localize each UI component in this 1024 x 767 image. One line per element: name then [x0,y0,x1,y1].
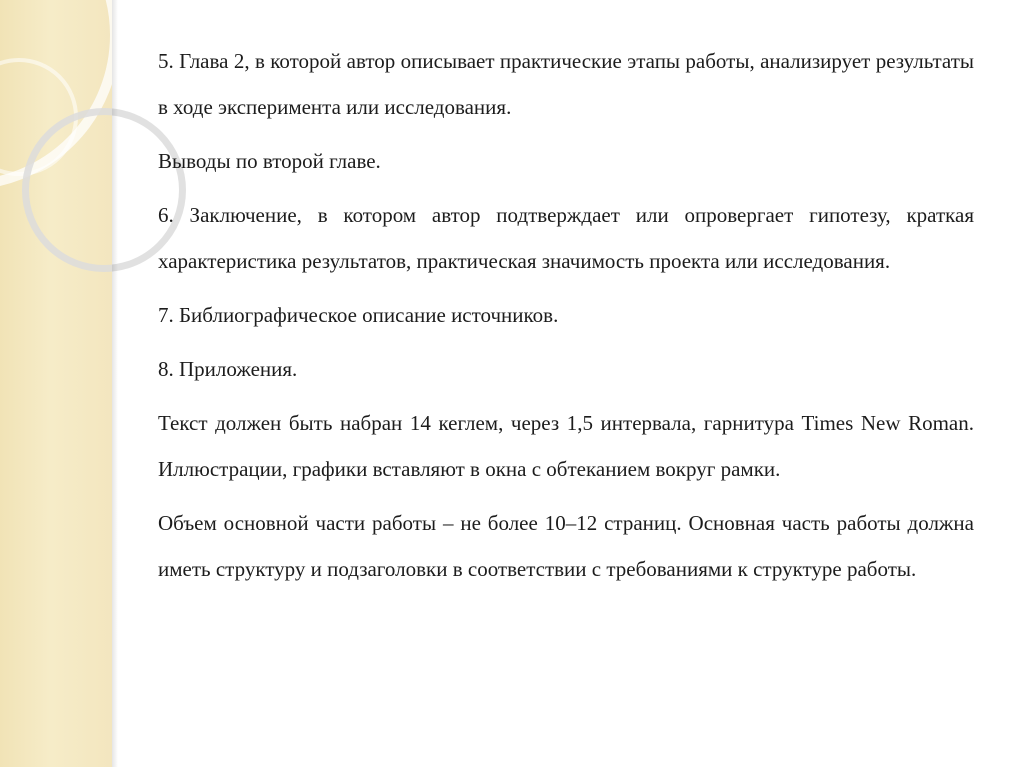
paragraph-bibliography: 7. Библиографическое описание источников. [158,303,559,327]
band-shadow-edge [112,0,118,767]
paragraph-volume: Объем основной части работы – не более 10–12 страниц. Основная часть работы должна иметь структуру и подзаголовки в соответствии с требованиями к структуре работы. [158,511,974,581]
paragraph-chapter-2: 5. Глава 2, в которой автор описывает практические этапы работы, анализирует результаты в ходе эксперимента или исследования. [158,49,974,119]
paragraph-formatting: Текст должен быть набран 14 кеглем, через 1,5 интервала, гарнитура Times New Roman. Иллюстрации, графики вставляют в окна с обтеканием вокруг рамки. [158,411,974,481]
paragraph-chapter-2-conclusions: Выводы по второй главе. [158,149,381,173]
paragraph-conclusion: 6. Заключение, в котором автор подтверждает или опровергает гипотезу, краткая характеристика результатов, практическая значимость проекта или исследования. [158,203,974,273]
paragraph-appendices: 8. Приложения. [158,357,298,381]
slide-body [158,38,974,600]
